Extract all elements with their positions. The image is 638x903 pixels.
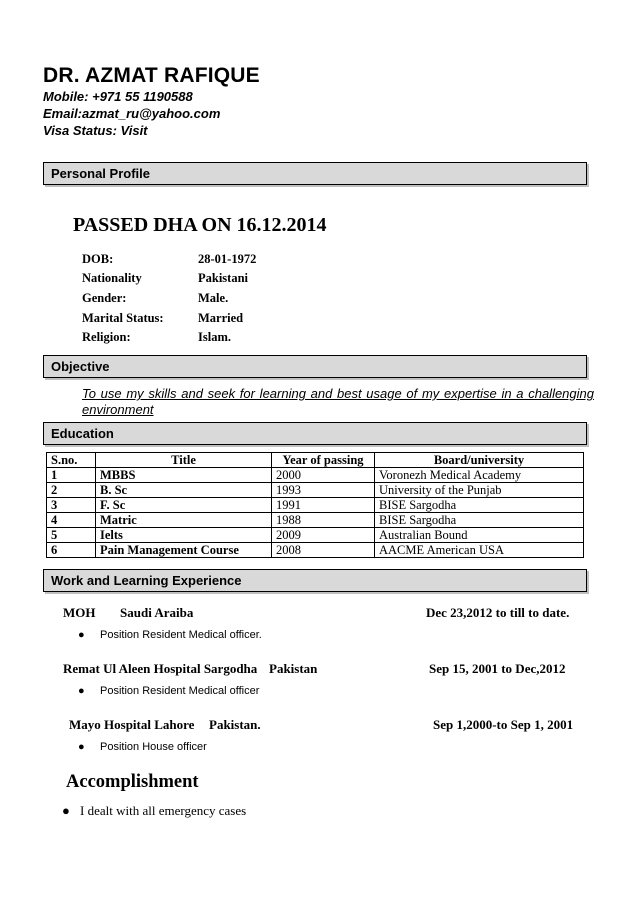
job-position-text: Position House officer [100,741,207,753]
table-row [47,528,584,543]
cell-year: 2008 [272,543,375,558]
cell-board: AACME American USA [375,543,584,558]
accomplishment-item [62,803,247,819]
profile-label-gender: Gender: [82,291,127,305]
candidate-name: DR. AZMAT RAFIQUE [43,64,260,87]
job-position [78,629,262,641]
cell-title: Ielts [96,528,272,543]
job-place: Mayo Hospital Lahore [69,717,195,732]
job-position-text: Position Resident Medical officer. [100,629,262,641]
cell-year: 1993 [272,483,375,498]
visa-status: Visa Status: Visit [43,123,148,138]
cell-board: Australian Bound [375,528,584,543]
table-row [47,468,584,483]
job-location: Pakistan. [209,717,261,732]
profile-value-marital: Married [198,311,244,325]
profile-label-religion: Religion: [82,330,131,344]
section-title: Work and Learning Experience [51,573,242,588]
cell-sno: 3 [47,498,96,513]
column-header: Title [96,453,272,468]
table-row [47,513,584,528]
cell-year: 2000 [272,468,375,483]
table-row [47,543,584,558]
job-dates: Sep 1,2000-to Sep 1, 2001 [433,717,574,732]
cell-title: Pain Management Course [96,543,272,558]
cell-title: B. Sc [96,483,272,498]
cell-year: 2009 [272,528,375,543]
column-header: S.no. [47,453,96,468]
accomplishment-heading: Accomplishment [66,772,199,792]
cell-sno: 1 [47,468,96,483]
profile-label-marital: Marital Status: [82,311,164,325]
job-location: Pakistan [269,661,318,676]
section-title: Objective [51,359,110,374]
cell-sno: 4 [47,513,96,528]
profile-label-nationality: Nationality [82,271,142,285]
profile-value-dob: 28-01-1972 [198,252,257,266]
cell-year: 1988 [272,513,375,528]
job-dates: Sep 15, 2001 to Dec,2012 [429,661,566,676]
cell-year: 1991 [272,498,375,513]
column-header: Board/university [375,453,584,468]
job-place: MOH [63,605,96,620]
passed-dha-heading: PASSED DHA ON 16.12.2014 [73,214,327,236]
table-row [47,498,584,513]
job-position-text: Position Resident Medical officer [100,685,260,697]
cell-sno: 2 [47,483,96,498]
profile-value-nationality: Pakistani [198,271,249,285]
profile-label-dob: DOB: [82,252,114,266]
cell-board: BISE Sargodha [375,498,584,513]
bullet-icon: ● [78,685,85,697]
cell-board: BISE Sargodha [375,513,584,528]
cell-sno: 6 [47,543,96,558]
profile-value-religion: Islam. [198,330,231,344]
cell-title: MBBS [96,468,272,483]
mobile-number: Mobile: +971 55 1190588 [43,89,193,104]
objective-text: To use my skills and seek for learning and best usage of my expertise in a challenging environment [82,386,594,417]
profile-value-gender: Male. [198,291,229,305]
cell-board: Voronezh Medical Academy [375,468,584,483]
table-header-row [47,453,584,468]
cell-title: Matric [96,513,272,528]
column-header: Year of passing [272,453,375,468]
cell-title: F. Sc [96,498,272,513]
bullet-icon: ● [78,629,85,641]
section-header-personal [43,162,587,185]
section-header-education [43,422,587,445]
education-table [46,452,584,558]
accomplishment-text: I dealt with all emergency cases [80,803,247,818]
job-position [78,741,207,753]
job-place: Remat Ul Aleen Hospital Sargodha [63,661,258,676]
table-row [47,483,584,498]
section-header-objective [43,355,587,378]
section-header-work [43,569,587,592]
bullet-icon: ● [62,803,70,818]
job-location: Saudi Araiba [120,605,194,620]
bullet-icon: ● [78,741,85,753]
job-dates: Dec 23,2012 to till to date. [426,605,570,620]
cell-sno: 5 [47,528,96,543]
cell-board: University of the Punjab [375,483,584,498]
email-address: Email:azmat_ru@yahoo.com [43,106,221,121]
section-title: Personal Profile [51,166,150,181]
job-position [78,685,260,697]
section-title: Education [51,426,114,441]
